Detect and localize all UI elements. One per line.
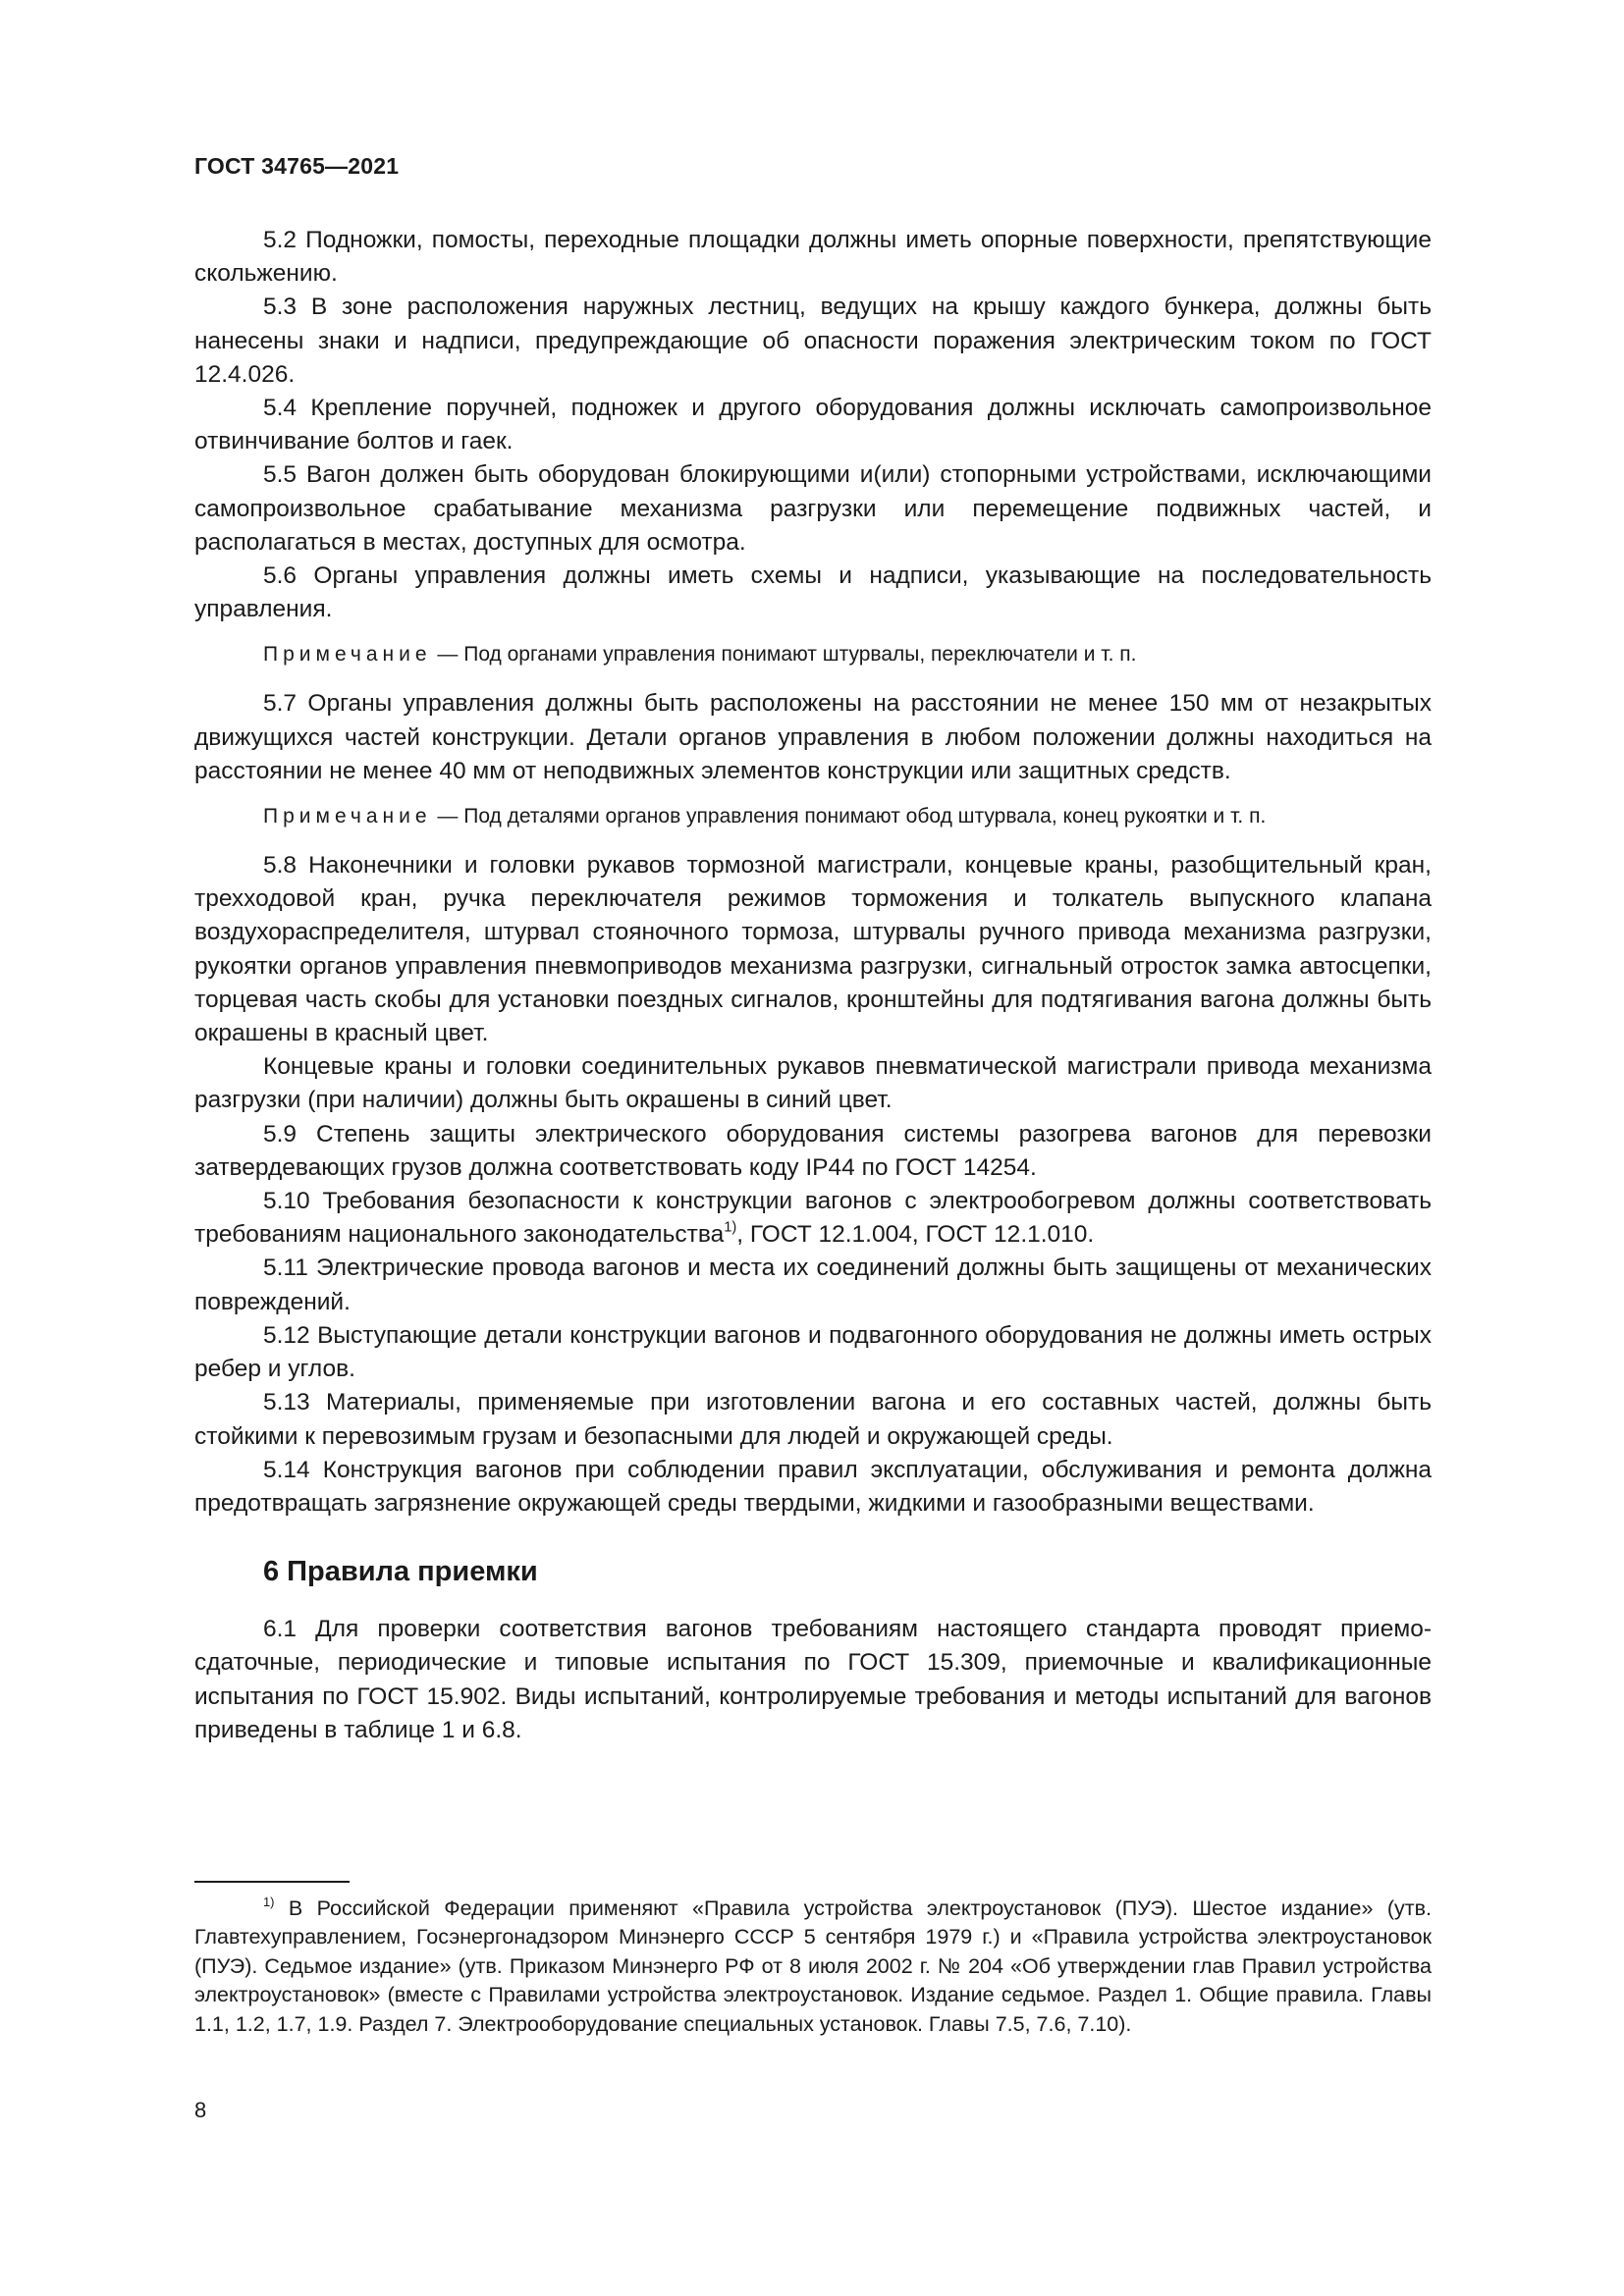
paragraph-5-12: 5.12 Выступающие детали конструкции вагонов и подвагонного оборудования не должны иметь острых ребер и углов.	[194, 1321, 1432, 1383]
paragraph-5-8-continued: Концевые краны и головки соединительных рукавов пневматической магистрали привода механизма разгрузки (при наличии) должны быть окрашены в синий цвет.	[194, 1053, 1432, 1114]
paragraph-5-5: 5.5 Вагон должен быть оборудован блокирующими и(или) стопорными устройствами, исключающими самопроизвольное срабатывание механизма разгрузки или перемещение подвижных частей, и располагаться в местах, доступных для осмотра.	[194, 461, 1432, 556]
section-6-heading: 6 Правила приемки	[263, 1556, 538, 1588]
paragraph-6-1: 6.1 Для проверки соответствия вагонов требованиям настоящего стандарта проводят приемо-сдаточные, периодические и типовые испытания по ГОСТ 15.309, приемочные и квалификационные испытания по ГОСТ 15.902. Виды испытаний, контролируемые требования и методы испытаний для вагонов приведены в таблице 1 и 6.8.	[194, 1616, 1432, 1743]
paragraph-5-13: 5.13 Материалы, применяемые при изготовлении вагона и его составных частей, должны быть стойкими к перевозимым грузам и безопасными для людей и окружающей среды.	[194, 1389, 1432, 1450]
footnote-reference[interactable]: 1)	[724, 1220, 737, 1236]
paragraph-5-9: 5.9 Степень защиты электрического оборудования системы разогрева вагонов для перевозки затвердевающих грузов должна соответствовать коду IP44 по ГОСТ 14254.	[194, 1120, 1432, 1181]
paragraph-5-3: 5.3 В зоне расположения наружных лестниц, ведущих на крышу каждого бункера, должны быть нанесены знаки и надписи, предупреждающие об опасности поражения электрическим током по ГОСТ 12.4.026.	[194, 294, 1432, 388]
paragraph-5-10-refs: , ГОСТ 12.1.004, ГОСТ 12.1.010.	[736, 1221, 1095, 1249]
footnote-marker: 1)	[263, 1894, 275, 1909]
paragraph-5-14: 5.14 Конструкция вагонов при соблюдении правил эксплуатации, обслуживания и ремонта должна предотвращать загрязнение окружающей среды твердыми, жидкими и газообразными веществами.	[194, 1456, 1432, 1517]
note-1-text: — Под органами управления понимают штурвалы, переключатели и т. п.	[431, 643, 1137, 667]
paragraph-5-2: 5.2 Подножки, помосты, переходные площадки должны иметь опорные поверхности, препятствующие скольжению.	[194, 227, 1432, 288]
note-1	[194, 640, 1432, 669]
paragraph-5-6: 5.6 Органы управления должны иметь схемы и надписи, указывающие на последовательность управления.	[194, 562, 1432, 623]
paragraph-5-7: 5.7 Органы управления должны быть расположены на расстоянии не менее 150 мм от незакрытых движущихся частей конструкции. Детали органов управления в любом положении должны находиться на расстоянии не менее 40 мм от неподвижных элементов конструкции или защитных средств.	[194, 690, 1432, 784]
main-body	[194, 224, 1432, 1747]
note-2	[194, 802, 1432, 831]
paragraph-5-10	[194, 1185, 1432, 1252]
paragraph-5-4: 5.4 Крепление поручней, подножек и другого оборудования должны исключать самопроизвольное отвинчивание болтов и гаек.	[194, 395, 1432, 455]
document-header: ГОСТ 34765—2021	[194, 153, 400, 179]
page-number: 8	[194, 2098, 207, 2122]
footnote-text: В Российской Федерации применяют «Правила устройства электроустановок (ПУЭ). Шестое издание» (утв. Главтехуправлением, Госэнергонадзором Минэнерго СССР 5 сентября 1979 г.) и «Правила устройства электроустановок (ПУЭ). Седьмое издание» (утв. Приказом Минэнерго РФ от 8 июля 2002 г. № 204 «Об утверждении глав Правил устройства электроустановок» (вместе с Правилами устройства электроустановок. Издание седьмое. Раздел 1. Общие правила. Главы 1.1, 1.2, 1.7, 1.9. Раздел 7. Электрооборудование специальных установок. Главы 7.5, 7.6, 7.10).	[194, 1896, 1432, 2036]
paragraph-5-10-text: 5.10 Требования безопасности к конструкции вагонов с электрообогревом должны соответствовать требованиям национального законодательства	[194, 1188, 1432, 1249]
note-1-label: Примечание	[263, 643, 432, 667]
paragraph-5-8: 5.8 Наконечники и головки рукавов тормозной магистрали, концевые краны, разобщительный кран, трехходовой кран, ручка переключателя режимов торможения и толкатель выпускного клапана воздухораспределителя, штурвал стояночного тормоза, штурвалы ручного привода механизма разгрузки, рукоятки органов управления пневмоприводов механизма разгрузки, сигнальный отросток замка автосцепки, торцевая часть скобы для установки поездных сигналов, кронштейны для подтягивания вагона должны быть окрашены в красный цвет.	[194, 852, 1432, 1047]
note-2-text: — Под деталями органов управления понимают обод штурвала, конец рукоятки и т. п.	[431, 805, 1267, 828]
footnote-divider	[194, 1881, 350, 1883]
footnote	[194, 1895, 1432, 2039]
note-2-label: Примечание	[263, 805, 432, 828]
paragraph-5-11: 5.11 Электрические провода вагонов и места их соединений должны быть защищены от механических повреждений.	[194, 1255, 1432, 1315]
